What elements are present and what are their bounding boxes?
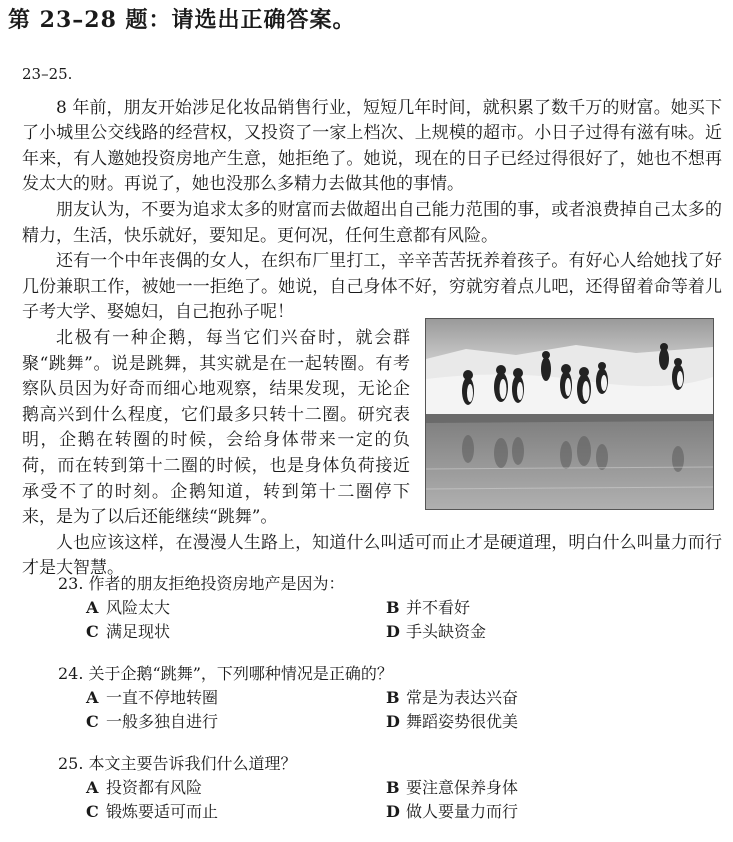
question-24 (58, 662, 658, 734)
paragraph-5: 人也应该这样，在漫漫人生路上，知道什么叫适可而止才是硬道理，明白什么叫量力而行才是大智慧。 (22, 532, 722, 579)
question-stem: 25. 本文主要告诉我们什么道理？ (58, 754, 297, 773)
option-d[interactable]: D 舞蹈姿势很优美 (386, 712, 519, 731)
paragraph-4: 北极有一种企鹅，每当它们兴奋时，就会群聚“跳舞”。说是跳舞，其实就是在一起转圈。有考察队员因为好奇而细心地观察，结果发现，无论企鹅高兴到什么程度，它们最多只转十二圈。研究表明，企鹅在转圈的时候，会给身体带来一定的负荷，而在转到第十二圈的时候，也是身体负荷接近承受不了的时刻。企鹅知道，转到第十二圈停下来，是为了以后还能继续“跳舞”。 (22, 327, 410, 528)
option-c[interactable]: C 满足现状 (86, 622, 171, 641)
option-b[interactable]: B 常是为表达兴奋 (386, 688, 519, 707)
option-b[interactable]: B 并不看好 (386, 598, 471, 617)
option-b[interactable]: B 要注意保养身体 (386, 778, 519, 797)
paragraph-1: 8 年前，朋友开始涉足化妆品销售行业，短短几年时间，就积累了数千万的财富。她买下了小城里公交线路的经营权，又投资了一家上档次、上规模的超市。小日子过得有滋有味。近年来，有人邀她投资房地产生意，她拒绝了。她说，现在的日子已经过得很好了，她也不想再发太大的财。再说了，她也没那么多精力去做其他的事情。 (22, 97, 722, 195)
question-23 (58, 572, 658, 644)
penguin-photo (425, 318, 714, 510)
section-title: 第 23–28 题：请选出正确答案。 (8, 7, 356, 33)
question-stem: 23. 作者的朋友拒绝投资房地产是因为： (58, 574, 345, 593)
question-range-label: 23–25. (22, 65, 73, 83)
option-d[interactable]: D 手头缺资金 (386, 622, 487, 641)
question-stem: 24. 关于企鹅“跳舞”，下列哪种情况是正确的？ (58, 664, 393, 683)
option-a[interactable]: A 一直不停地转圈 (86, 688, 219, 707)
option-c[interactable]: C 锻炼要适可而止 (86, 802, 219, 821)
question-25 (58, 752, 658, 824)
option-a[interactable]: A 风险太大 (86, 598, 171, 617)
paragraph-3: 还有一个中年丧偶的女人，在织布厂里打工，辛辛苦苦抚养着孩子。有好心人给她找了好几份兼职工作，被她一一拒绝了。她说，自己身体不好，穷就穷着点儿吧，还得留着命等着儿子考大学、娶媳妇，自己抱孙子呢！ (22, 251, 722, 323)
option-c[interactable]: C 一般多独自进行 (86, 712, 219, 731)
paragraph-2: 朋友认为，不要为追求太多的财富而去做超出自己能力范围的事，或者浪费掉自己太多的精力，生活，快乐就好，要知足。更何况，任何生意都有风险。 (22, 199, 722, 246)
question-list (58, 572, 658, 842)
option-a[interactable]: A 投资都有风险 (86, 778, 203, 797)
option-d[interactable]: D 做人要量力而行 (386, 802, 519, 821)
